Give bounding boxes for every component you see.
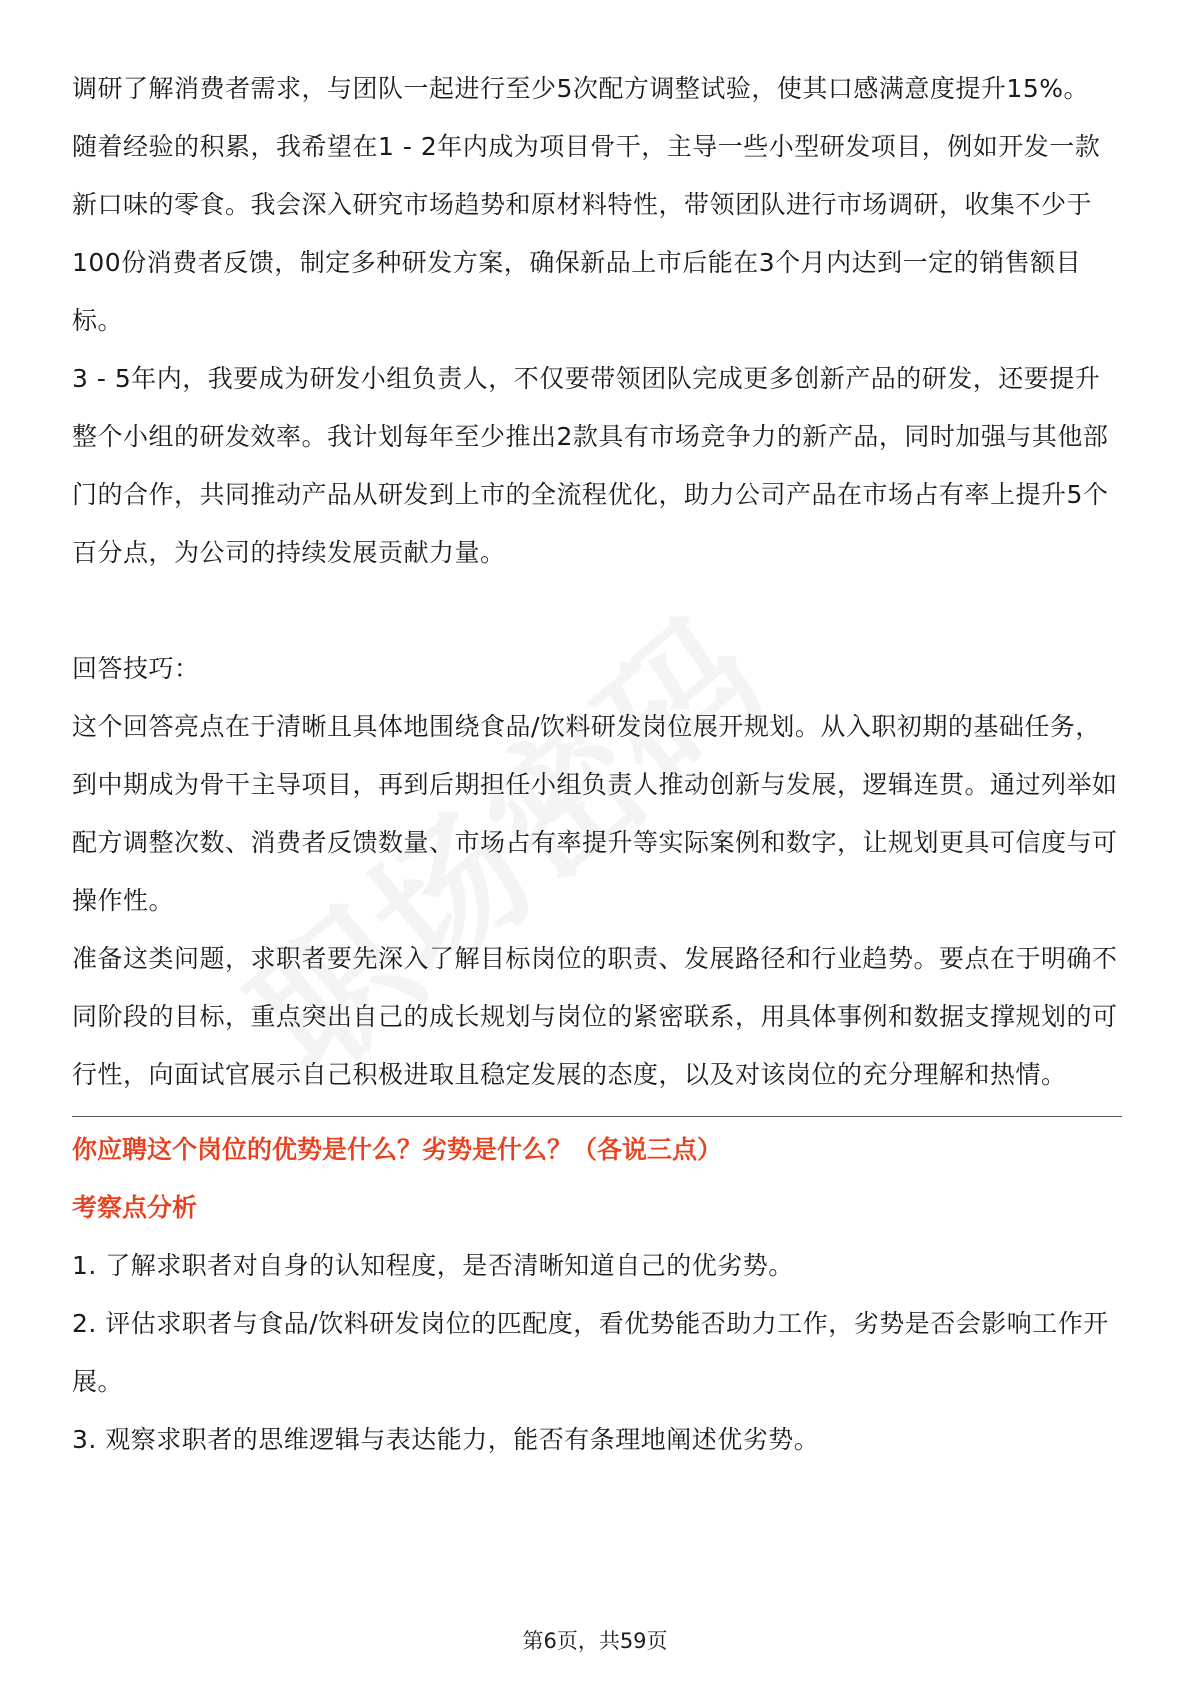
analysis-point: 1. 了解求职者对自身的认知程度，是否清晰知道自己的优劣势。	[72, 1251, 794, 1280]
question-title: 你应聘这个岗位的优势是什么？劣势是什么？（各说三点）	[72, 1135, 723, 1164]
body-paragraph: 3 - 5年内，我要成为研发小组负责人，不仅要带领团队完成更多创新产品的研发，还要提升整个小组的研发效率。我计划每年至少推出2款具有市场竞争力的新产品，同时加强与其他部门的合作，共同推动产品从研发到上市的全流程优化，助力公司产品在市场占有率上提升5个百分点，为公司的持续发展贡献力量。	[72, 364, 1109, 567]
tips-paragraph: 准备这类问题，求职者要先深入了解目标岗位的职责、发展路径和行业趋势。要点在于明确不同阶段的目标，重点突出自己的成长规划与岗位的紧密联系，用具体事例和数据支撑规划的可行性，向面试官展示自己积极进取且稳定发展的态度，以及对该岗位的充分理解和热情。	[72, 944, 1118, 1089]
body-paragraph: 调研了解消费者需求，与团队一起进行至少5次配方调整试验，使其口感满意度提升15%。	[72, 74, 1089, 103]
page-content	[72, 60, 1122, 1469]
analysis-heading: 考察点分析	[72, 1193, 198, 1222]
tips-paragraph: 这个回答亮点在于清晰且具体地围绕食品/饮料研发岗位展开规划。从入职初期的基础任务，到中期成为骨干主导项目，再到后期担任小组负责人推动创新与发展，逻辑连贯。通过列举如配方调整次数、消费者反馈数量、市场占有率提升等实际案例和数字，让规划更具可信度与可操作性。	[72, 712, 1118, 915]
analysis-point: 3. 观察求职者的思维逻辑与表达能力，能否有条理地阐述优劣势。	[72, 1425, 820, 1454]
tips-heading: 回答技巧：	[72, 654, 200, 683]
section-divider	[72, 1116, 1122, 1117]
body-paragraph: 随着经验的积累，我希望在1 - 2年内成为项目骨干，主导一些小型研发项目，例如开发一款新口味的零食。我会深入研究市场趋势和原材料特性，带领团队进行市场调研，收集不少于100份消费者反馈，制定多种研发方案，确保新品上市后能在3个月内达到一定的销售额目标。	[72, 132, 1101, 335]
analysis-point: 2. 评估求职者与食品/饮料研发岗位的匹配度，看优势能否助力工作，劣势是否会影响工作开展。	[72, 1309, 1109, 1396]
page-footer: 第6页，共59页	[522, 1629, 668, 1653]
